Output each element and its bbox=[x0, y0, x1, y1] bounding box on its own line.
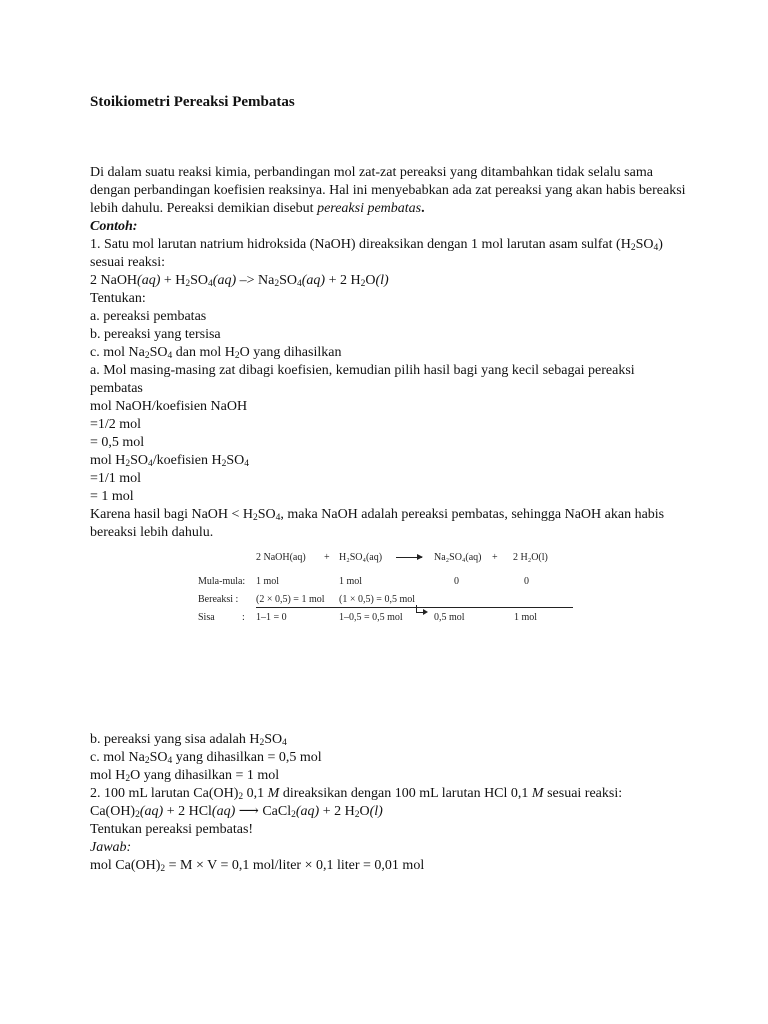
page-title: Stoikiometri Pereaksi Pembatas bbox=[90, 94, 295, 110]
row-sisa-h2so4: 1–0,5 = 0,5 mol bbox=[339, 612, 403, 623]
ex2-statement: 2. 100 mL larutan $Ca(OH)_2$ 0,1 M direaksikan dengan 100 mL larutan HCl 0,1 M sesuai reaksi: bbox=[90, 786, 623, 802]
row-sisa-colon: : bbox=[242, 612, 245, 623]
intro-italic-term: pereaksi pembatas bbox=[317, 201, 422, 216]
row-sisa-naoh: 1–1 = 0 bbox=[256, 612, 287, 623]
reaction-scheme-figure bbox=[198, 552, 578, 632]
answer-c: c. mol $Na_2SO_4$ yang dihasilkan = 0,5 mol bbox=[90, 750, 322, 766]
answer-b: b. pereaksi yang sisa adalah $H_2SO_4$ bbox=[90, 732, 287, 748]
row-sisa-label: Sisa bbox=[198, 612, 215, 623]
row-mula-h2o: 0 bbox=[524, 576, 529, 587]
row-mula-label: Mula-mula: bbox=[198, 576, 246, 587]
question-a: a. pereaksi pembatas bbox=[90, 309, 207, 324]
product-arrow-head-icon bbox=[423, 609, 428, 615]
row-bereaksi-h2so4: (1 × 0,5) = 0,5 mol bbox=[339, 594, 415, 605]
ex1-statement: 1. Satu mol larutan natrium hidroksida (NaOH) direaksikan dengan 1 mol larutan asam sulfat $(H_2SO_4)$ sesuai reaksi: bbox=[90, 237, 663, 270]
row-bereaksi-label: Bereaksi : bbox=[198, 594, 239, 605]
scheme-plus-2: + bbox=[492, 552, 498, 563]
calc-h2so4-label: mol $H_2SO_4$/koefisien $H_2SO_4$ bbox=[90, 453, 250, 469]
scheme-naoh: 2 NaOH(aq) bbox=[256, 552, 306, 563]
intro-paragraph bbox=[90, 164, 690, 218]
row-sisa-na2so4: 0,5 mol bbox=[434, 612, 465, 623]
question-b: b. pereaksi yang tersisa bbox=[90, 327, 221, 342]
scheme-na2so4: Na₂SO₄(aq) bbox=[434, 552, 482, 563]
row-mula-naoh: 1 mol bbox=[256, 576, 280, 587]
document-body bbox=[90, 164, 690, 542]
reaction-arrow-icon bbox=[396, 557, 422, 558]
answer-h2o: mol $H_2O$ yang dihasilkan = 1 mol bbox=[90, 768, 280, 784]
conclusion: Karena hasil bagi NaOH < $H_2SO_4$, maka NaOH adalah pereaksi pembatas, sehingga NaOH akan habis bereaksi lebih dahulu. bbox=[90, 507, 665, 540]
scheme-plus-1: + bbox=[324, 552, 330, 563]
scheme-divider bbox=[256, 607, 573, 608]
row-mula-na2so4: 0 bbox=[454, 576, 459, 587]
calc-naoh-2: = 0,5 mol bbox=[90, 435, 145, 450]
row-sisa-h2o: 1 mol bbox=[514, 612, 538, 623]
row-bereaksi-naoh: (2 × 0,5) = 1 mol bbox=[256, 594, 325, 605]
calc-naoh-label: mol NaOH/koefisien NaOH bbox=[90, 399, 248, 414]
contoh-heading bbox=[90, 218, 690, 236]
ex1-equation: 2 NaOH(aq) + $H_2SO_4(aq) -> Na_2SO_4(aq) + 2$ $H_2O(l)$ bbox=[90, 273, 389, 289]
question-c: c. mol $Na_2SO_4$ dan mol $H_2O$ yang dihasilkan bbox=[90, 345, 342, 361]
ex2-equation: $Ca(OH)_2(aq) + 2$ HCl(aq) ⟶ CaCl$_2$(aq) + 2 $H_2O(l)$ bbox=[90, 804, 383, 820]
tentukan-2: Tentukan pereaksi pembatas! bbox=[90, 822, 254, 837]
scheme-h2so4: H₂SO₄(aq) bbox=[339, 552, 383, 563]
intro-text: Di dalam suatu reaksi kimia, perbandingan mol zat-zat pereaksi yang ditambahkan tidak selalu sama dengan perbandingan koefisien reaksinya. Hal ini menyebabkan ada zat pereaksi yang akan habis bereaksi lebih dahulu. Pereaksi demikian disebut bbox=[90, 165, 686, 216]
tentukan-label: Tentukan: bbox=[90, 291, 146, 306]
row-mula-h2so4: 1 mol bbox=[339, 576, 363, 587]
calc-naoh-1: =1/2 mol bbox=[90, 417, 142, 432]
calc-h2so4-2: = 1 mol bbox=[90, 489, 134, 504]
contoh-label: Contoh: bbox=[90, 219, 138, 234]
jawab-label: Jawab: bbox=[90, 840, 132, 855]
mol-caoh2: mol $Ca(OH)_2 = M \times V = 0,1$ mol/liter × 0,1 liter = 0,01 mol bbox=[90, 858, 425, 874]
answer-a: a. Mol masing-masing zat dibagi koefisien, kemudian pilih hasil bagi yang kecil sebagai pereaksi pembatas bbox=[90, 363, 635, 396]
scheme-h2o: 2 H₂O(l) bbox=[513, 552, 548, 563]
intro-end: . bbox=[421, 201, 425, 216]
calc-h2so4-1: =1/1 mol bbox=[90, 471, 142, 486]
document-body-2 bbox=[90, 731, 690, 875]
